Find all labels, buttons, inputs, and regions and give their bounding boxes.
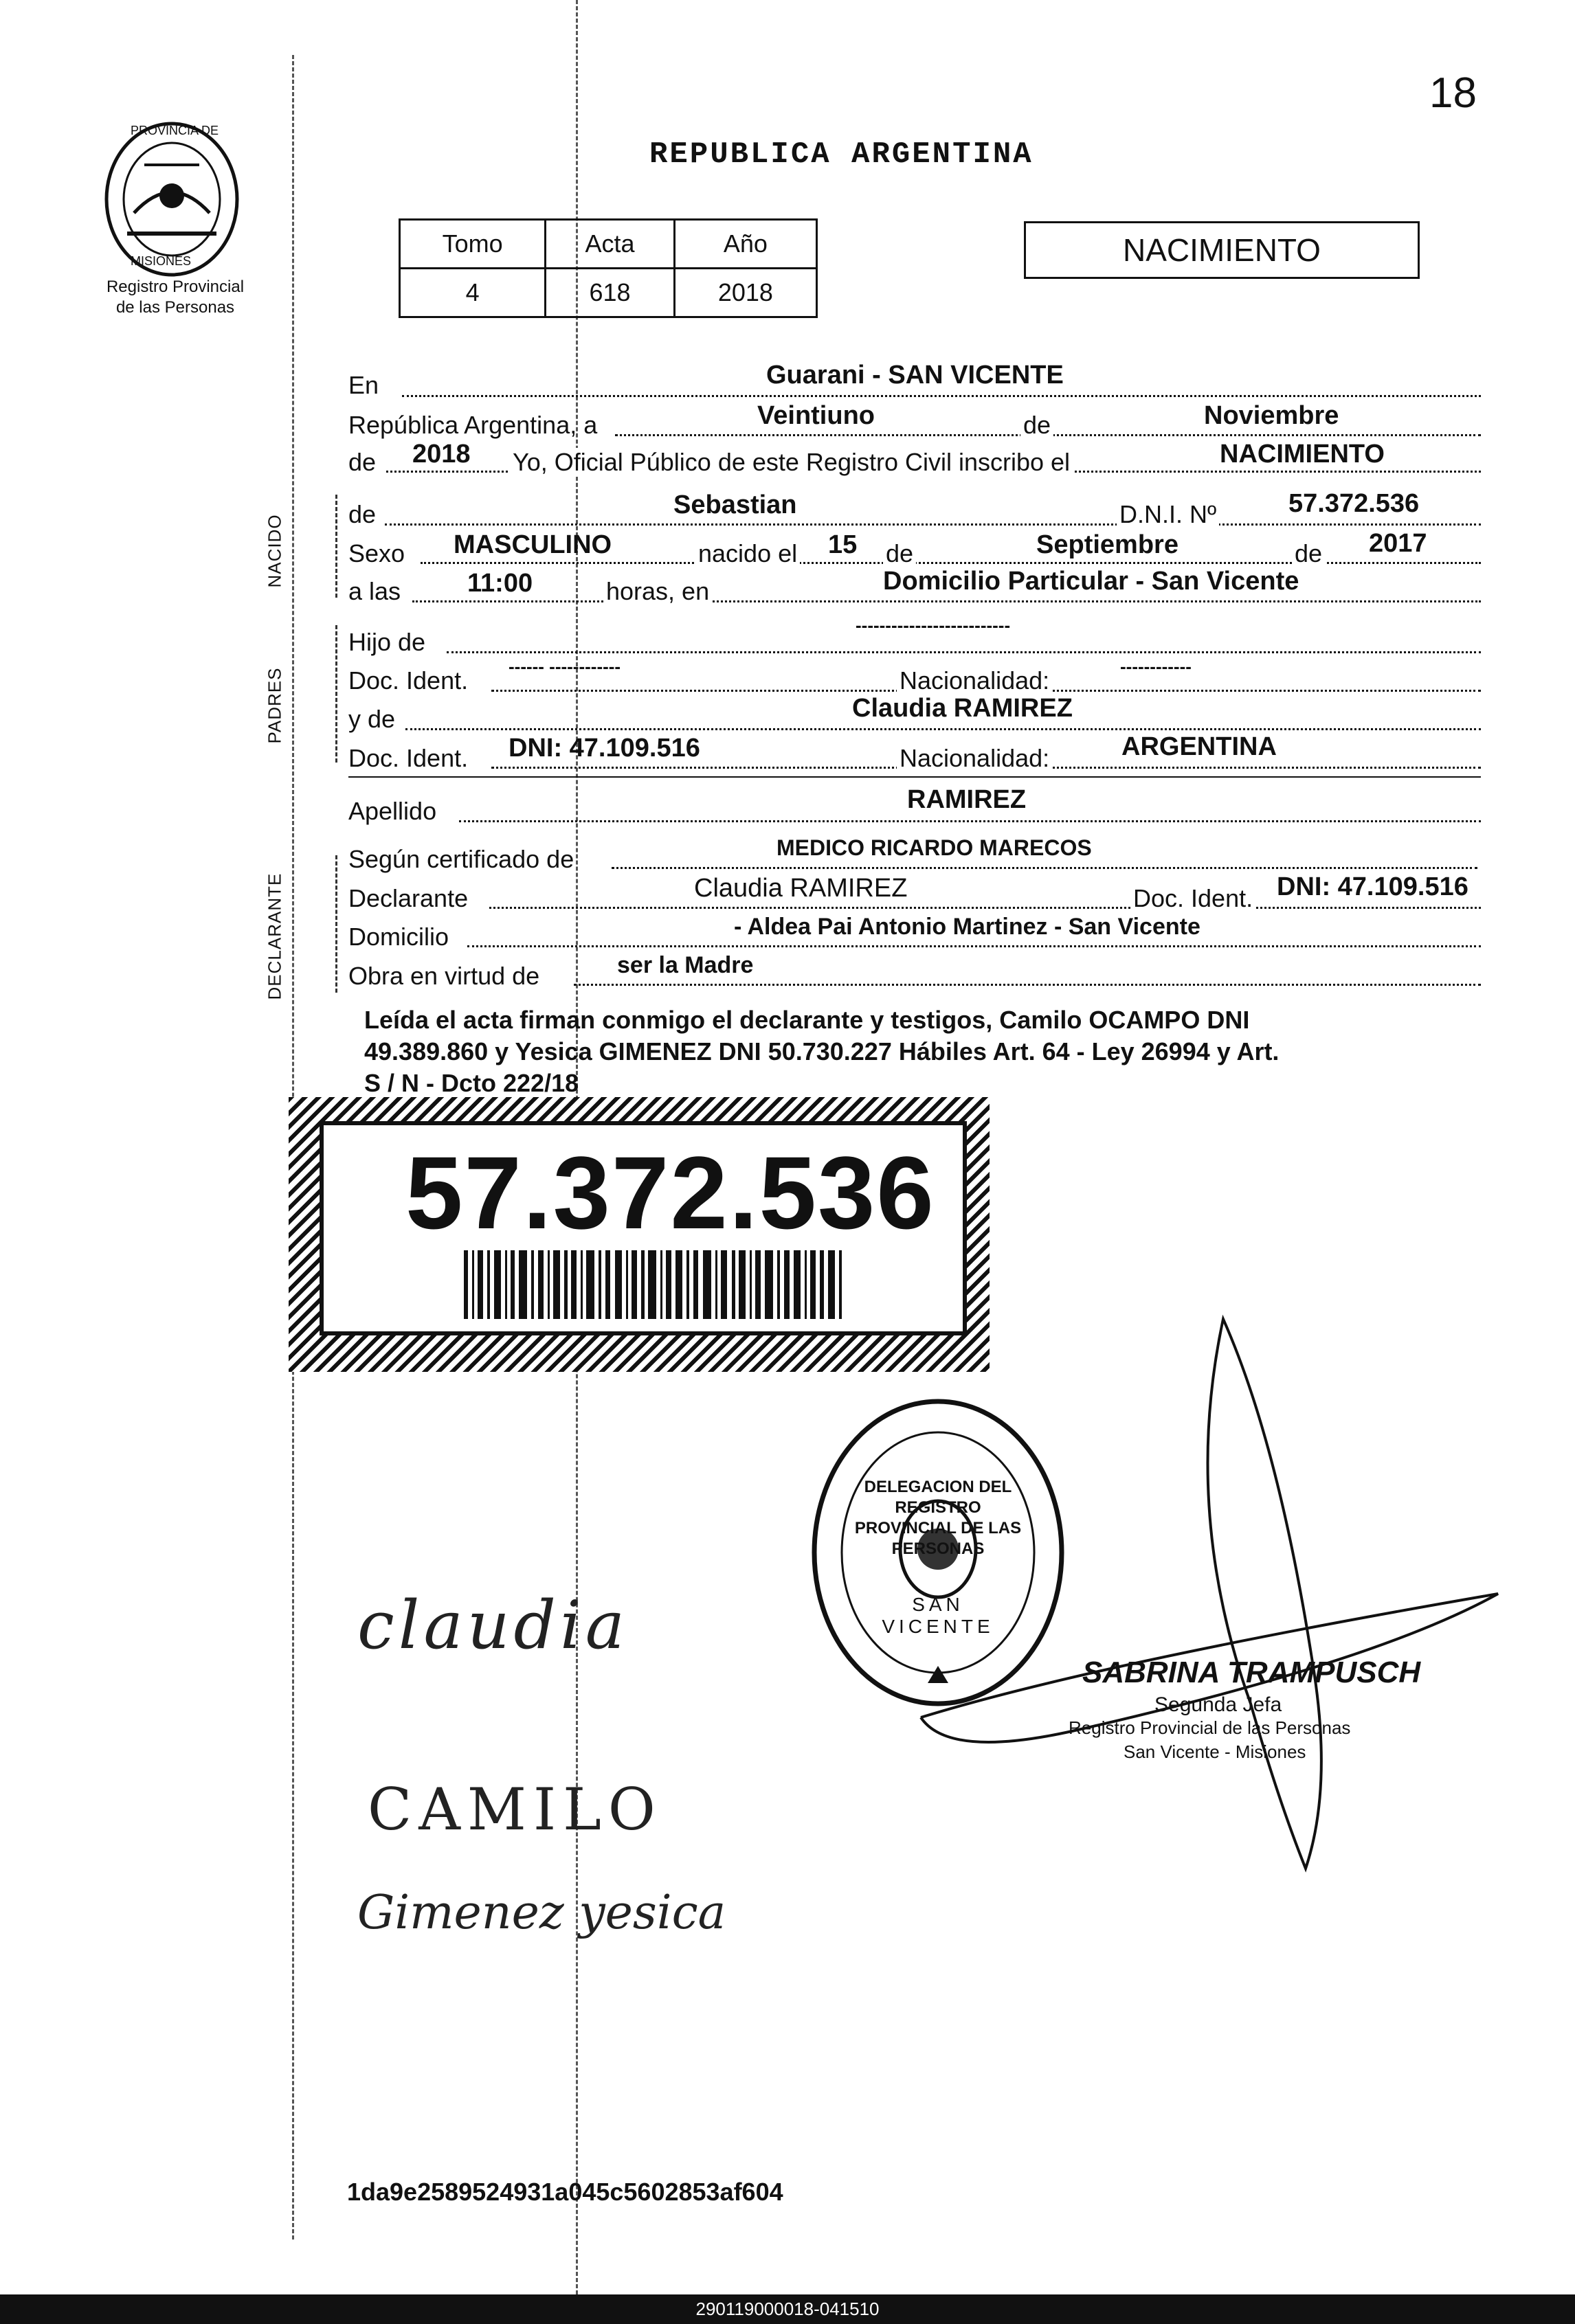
page-number: 18: [1429, 69, 1477, 117]
obra-value: ser la Madre: [617, 952, 754, 978]
record-type-box: NACIMIENTO: [1024, 221, 1420, 279]
record-header-tomo: Tomo: [400, 220, 546, 269]
segun-label: Según certificado de: [348, 845, 574, 873]
footer-bar: [0, 2294, 1575, 2324]
record-table: [399, 218, 818, 318]
signature-claudia: claudia: [357, 1587, 629, 1664]
declarante-label: Declarante: [348, 884, 469, 912]
line-day-value: Veintiuno: [757, 401, 875, 430]
obra-label: Obra en virtud de: [348, 962, 540, 990]
mother-nac-label: Nacionalidad:: [897, 744, 1052, 773]
declarante-bracket: [335, 855, 337, 993]
registry-caption-line1: Registro Provincial: [106, 278, 245, 296]
birth-month-value: Septiembre: [1036, 530, 1179, 559]
birth-place-value: Domicilio Particular - San Vicente: [883, 567, 1299, 596]
closing-paragraph: [364, 1004, 1491, 1099]
closing-line-3: S / N - Dcto 222/18: [364, 1069, 579, 1097]
line-child-de: de: [348, 500, 377, 528]
domicilio-dots: [467, 945, 1481, 947]
child-dni-value: 57.372.536: [1288, 489, 1420, 518]
official-signature-icon: [893, 1305, 1553, 1889]
alas-label: a las: [348, 577, 401, 605]
footer-code: 290119000018-041510: [695, 2299, 880, 2319]
birth-year-value: 2017: [1369, 529, 1427, 558]
line-en-value: Guarani - SAN VICENTE: [766, 361, 1064, 390]
domicilio-value: - Aldea Pai Antonio Martinez - San Vicente: [734, 914, 1200, 940]
side-label-nacido: NACIDO: [264, 514, 285, 588]
official-title: Segunda Jefa: [1154, 1693, 1282, 1716]
declarante-value: Claudia RAMIREZ: [694, 874, 908, 903]
page-title: REPUBLICA ARGENTINA: [649, 137, 1034, 172]
father-nac-label: Nacionalidad:: [897, 666, 1052, 695]
birth-de1: de: [883, 539, 916, 568]
mother-nac-value: ARGENTINA: [1121, 732, 1277, 761]
barcode-icon: [464, 1250, 849, 1319]
signature-camilo: CAMILO: [368, 1776, 662, 1843]
record-value-acta: 618: [546, 269, 674, 317]
line-inscribo-value: NACIMIENTO: [1220, 440, 1385, 469]
alas-dots: [412, 600, 1481, 602]
hijo-de-label: Hijo de: [348, 628, 426, 656]
record-header-acta: Acta: [546, 220, 674, 269]
document-hash: 1da9e2589524931a045c5602853af604: [347, 2178, 783, 2206]
child-name-value: Sebastian: [673, 490, 797, 519]
mother-doc-value: DNI: 47.109.516: [509, 734, 700, 763]
father-nac-value: ------------: [1120, 656, 1192, 677]
closing-line-2: 49.389.860 y Yesica GIMENEZ DNI 50.730.227 Hábiles Art. 64 - Ley 26994 y Art.: [364, 1037, 1280, 1065]
line-month-value: Noviembre: [1204, 401, 1339, 430]
domicilio-label: Domicilio: [348, 923, 449, 951]
nacido-el-label: nacido el: [695, 539, 800, 568]
seal-text-bottom: MISIONES: [131, 254, 192, 268]
registry-caption: [76, 277, 275, 318]
father-doc-label: Doc. Ident.: [348, 666, 469, 695]
line-child-dots: [385, 523, 1481, 526]
sexo-label: Sexo: [348, 539, 405, 567]
side-label-padres: PADRES: [264, 667, 285, 744]
record-value-tomo: 4: [400, 269, 546, 317]
barcode-number: 57.372.536: [405, 1135, 935, 1250]
padres-divider: [348, 776, 1481, 778]
declarante-dots: [489, 907, 1481, 909]
line-en-dots: [402, 395, 1481, 397]
y-de-dots: [405, 728, 1481, 730]
apellido-dots: [459, 820, 1481, 822]
line-republica-label: República Argentina, a: [348, 411, 598, 439]
obra-dots: [574, 984, 1481, 986]
father-value: --------------------------: [856, 615, 1011, 635]
closing-line-1: Leída el acta firman conmigo el declarante y testigos, Camilo OCAMPO DNI: [364, 1006, 1250, 1034]
apellido-label: Apellido: [348, 797, 437, 825]
apellido-value: RAMIREZ: [907, 785, 1027, 814]
birth-de2: de: [1292, 539, 1325, 568]
record-header-anio: Año: [674, 220, 816, 269]
nacido-bracket: [335, 495, 337, 598]
line-en-label: En: [348, 371, 379, 399]
horas-en-label: horas, en: [603, 577, 712, 606]
signature-yesica: Gimenez yesica: [357, 1886, 726, 1940]
seal-text-top: PROVINCIA DE: [131, 124, 219, 137]
father-doc-value: ------ ------------: [509, 656, 621, 677]
segun-dots: [612, 867, 1477, 869]
hijo-de-dots: [447, 651, 1481, 653]
record-value-anio: 2018: [674, 269, 816, 317]
official-name: SABRINA TRAMPUSCH: [1082, 1656, 1421, 1689]
certificado-value: MEDICO RICARDO MARECOS: [777, 835, 1092, 860]
official-office: Registro Provincial de las Personas: [1069, 1717, 1351, 1738]
padres-bracket: [335, 625, 337, 763]
declarante-doc-label: Doc. Ident.: [1130, 884, 1255, 913]
mother-doc-label: Doc. Ident.: [348, 744, 469, 772]
child-dni-label: D.N.I. Nº: [1117, 500, 1219, 529]
birth-time-value: 11:00: [467, 569, 533, 598]
line-year-value: 2018: [412, 440, 471, 469]
declarante-doc-value: DNI: 47.109.516: [1277, 872, 1468, 901]
stamp-ring-text: DELEGACION DEL REGISTRO PROVINCIAL DE LAS PERSONAS: [854, 1478, 1022, 1558]
mother-value: Claudia RAMIREZ: [852, 694, 1073, 723]
birth-day-value: 15: [828, 530, 858, 559]
line-year-de: de: [348, 448, 377, 476]
y-de-label: y de: [348, 705, 396, 733]
line-day-de: de: [1020, 411, 1053, 440]
registry-caption-line2: de las Personas: [115, 298, 235, 317]
line-inscribo-text: Yo, Oficial Público de este Registro Civil inscribo el: [509, 448, 1074, 477]
official-location: San Vicente - Misiones: [1124, 1741, 1306, 1762]
sexo-value: MASCULINO: [454, 530, 612, 559]
stamp-center-text: SAN VICENTE: [882, 1594, 994, 1637]
side-label-declarante: DECLARANTE: [264, 872, 285, 1000]
